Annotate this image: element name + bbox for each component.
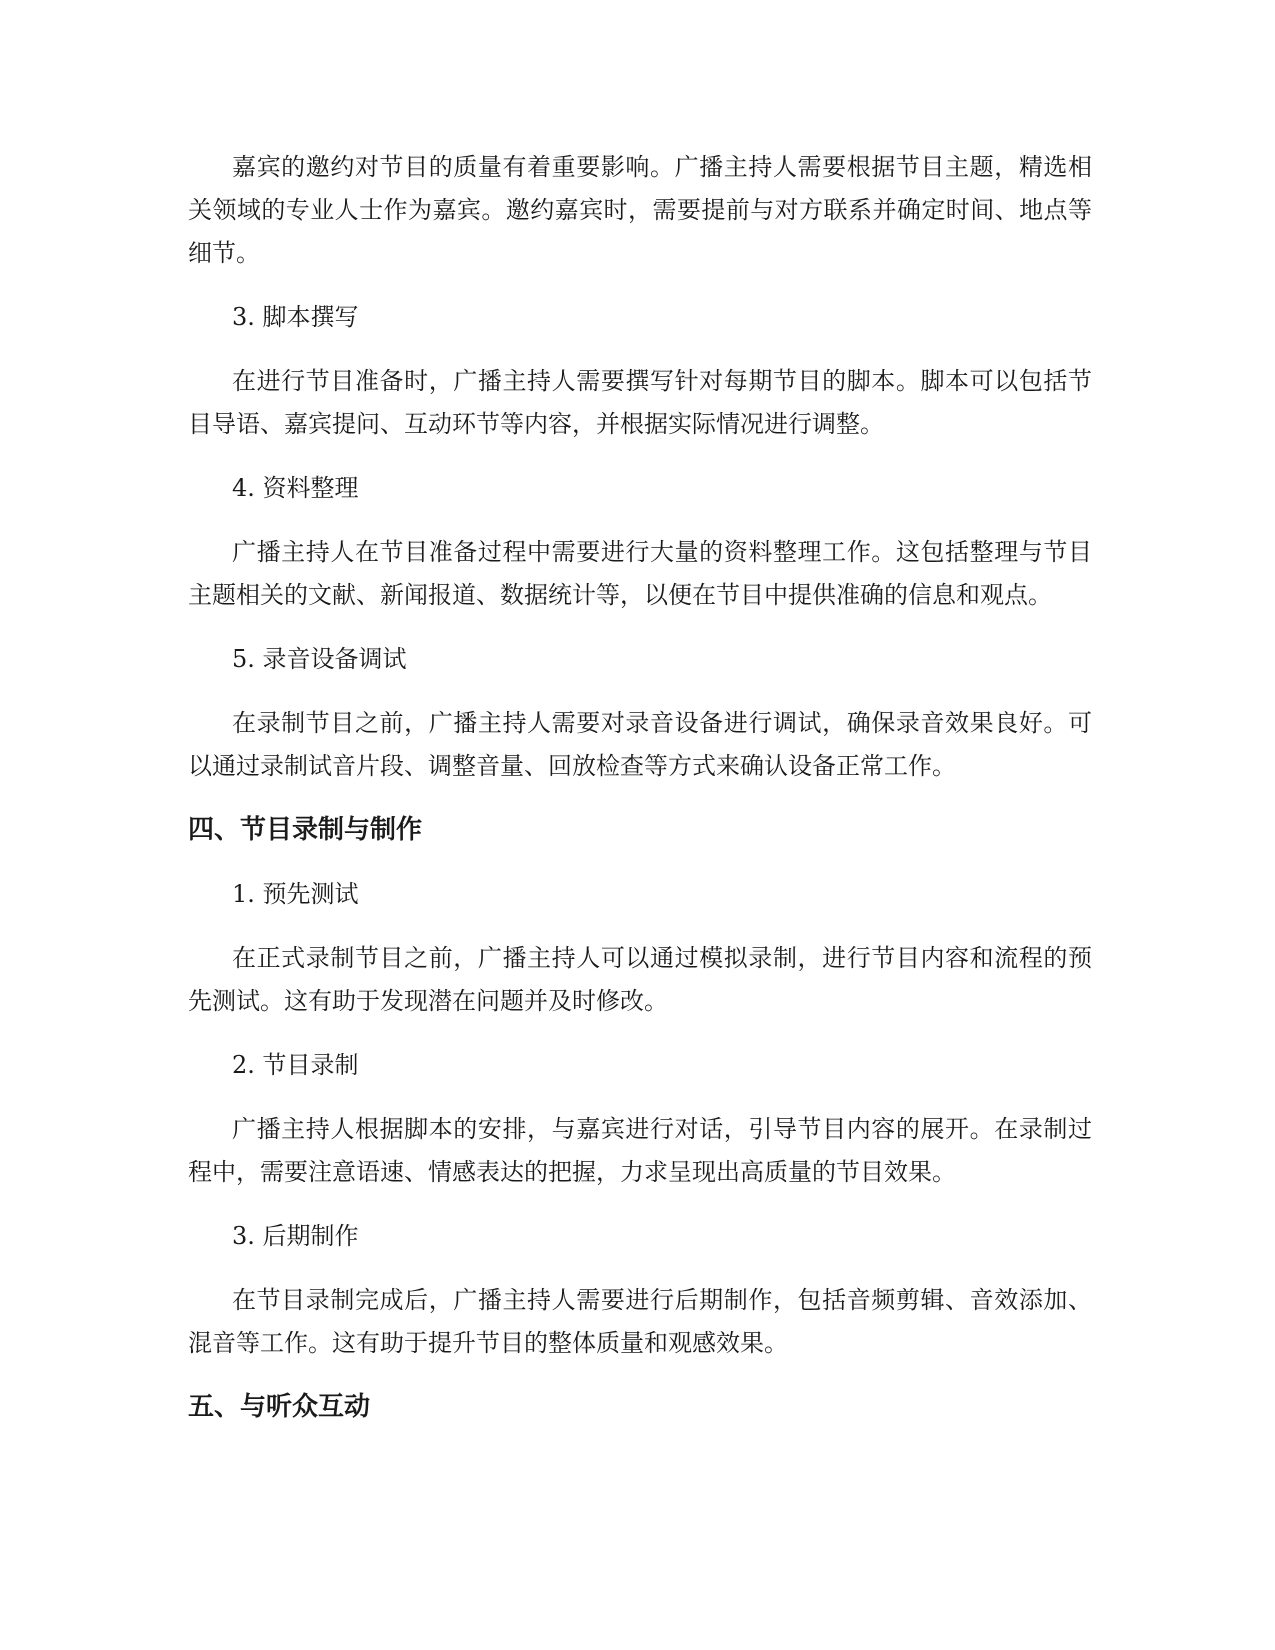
list-item-material-organizing: 4. 资料整理 xyxy=(232,474,359,502)
paragraph-program-recording: 广播主持人根据脚本的安排，与嘉宾进行对话，引导节目内容的展开。在录制过程中，需要注意语速、情感表达的把握，力求呈现出高质量的节目效果。 xyxy=(188,1115,1092,1186)
section-heading-audience-interaction: 五、与听众互动 xyxy=(188,1392,371,1422)
list-item-pre-test: 1. 预先测试 xyxy=(232,880,359,908)
paragraph-guest-invitation: 嘉宾的邀约对节目的质量有着重要影响。广播主持人需要根据节目主题，精选相关领域的专业人士作为嘉宾。邀约嘉宾时，需要提前与对方联系并确定时间、地点等细节。 xyxy=(188,153,1092,267)
document-body xyxy=(188,146,1092,1450)
list-item-program-recording: 2. 节目录制 xyxy=(232,1051,359,1079)
section-heading-recording-production: 四、节目录制与制作 xyxy=(188,815,423,845)
paragraph-material-organizing: 广播主持人在节目准备过程中需要进行大量的资料整理工作。这包括整理与节目主题相关的文献、新闻报道、数据统计等，以便在节目中提供准确的信息和观点。 xyxy=(188,538,1092,609)
paragraph-post-production: 在节目录制完成后，广播主持人需要进行后期制作，包括音频剪辑、音效添加、混音等工作。这有助于提升节目的整体质量和观感效果。 xyxy=(188,1286,1092,1357)
paragraph-script-writing: 在进行节目准备时，广播主持人需要撰写针对每期节目的脚本。脚本可以包括节目导语、嘉宾提问、互动环节等内容，并根据实际情况进行调整。 xyxy=(188,367,1092,438)
list-item-post-production: 3. 后期制作 xyxy=(232,1222,359,1250)
list-item-equipment-testing: 5. 录音设备调试 xyxy=(232,645,407,673)
paragraph-pre-test: 在正式录制节目之前，广播主持人可以通过模拟录制，进行节目内容和流程的预先测试。这有助于发现潜在问题并及时修改。 xyxy=(188,944,1092,1015)
list-item-script-writing: 3. 脚本撰写 xyxy=(232,303,359,331)
paragraph-equipment-testing: 在录制节目之前，广播主持人需要对录音设备进行调试，确保录音效果良好。可以通过录制试音片段、调整音量、回放检查等方式来确认设备正常工作。 xyxy=(188,709,1092,780)
